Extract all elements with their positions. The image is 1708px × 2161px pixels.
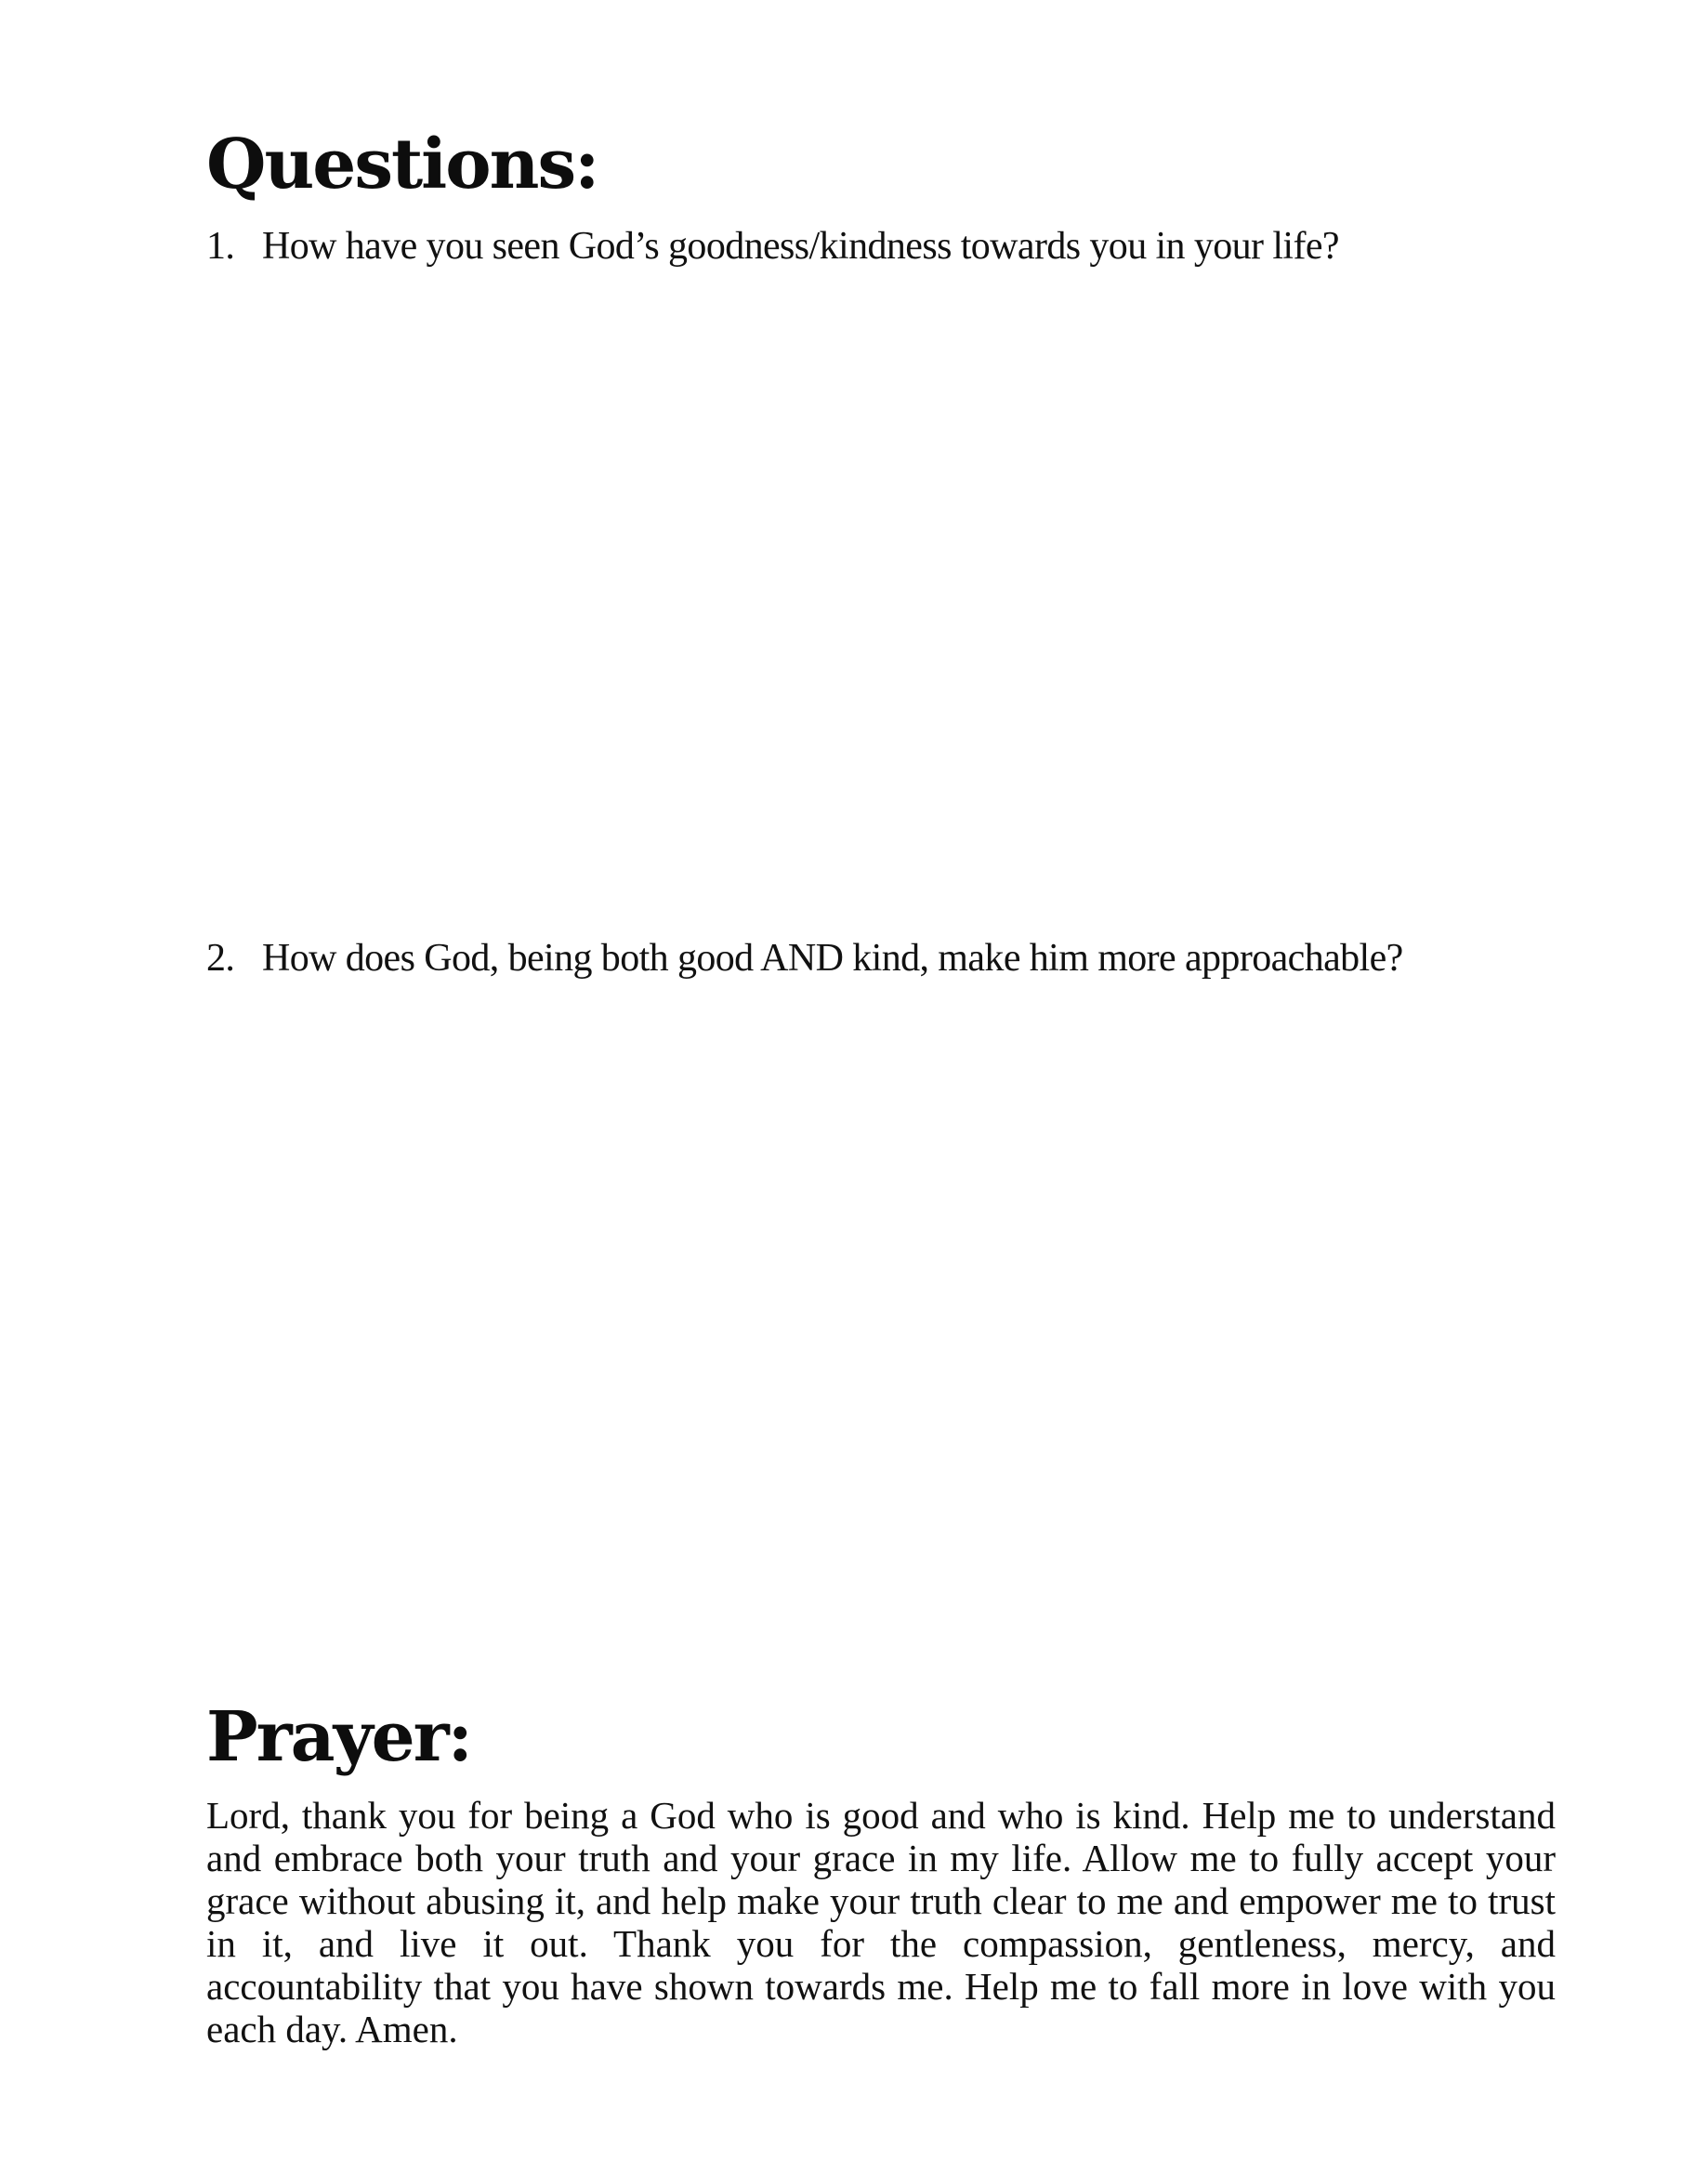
questions-heading: Questions: — [206, 125, 598, 204]
question-text: How have you seen God’s goodness/kindness towards you in your life? — [262, 225, 1339, 268]
prayer-paragraph: Lord, thank you for being a God who is good and who is kind. Help me to understand and embrace both your truth and your grace in my life. Allow me to fully accept your grace without abusing it, and help make your truth clear to me and empower me to trust in it, and live it out. Thank you for the compassion, gentleness, mercy, and accountability that you have shown towards me. Help me to fall more in love with you each day. Amen. — [206, 1794, 1556, 2050]
question-text: How does God, being both good AND kind, make him more approachable? — [262, 937, 1403, 980]
question-item — [206, 223, 1582, 270]
prayer-heading: Prayer: — [206, 1697, 471, 1777]
question-number: 2. — [206, 937, 235, 980]
question-item — [206, 935, 1582, 982]
question-number: 1. — [206, 225, 235, 268]
